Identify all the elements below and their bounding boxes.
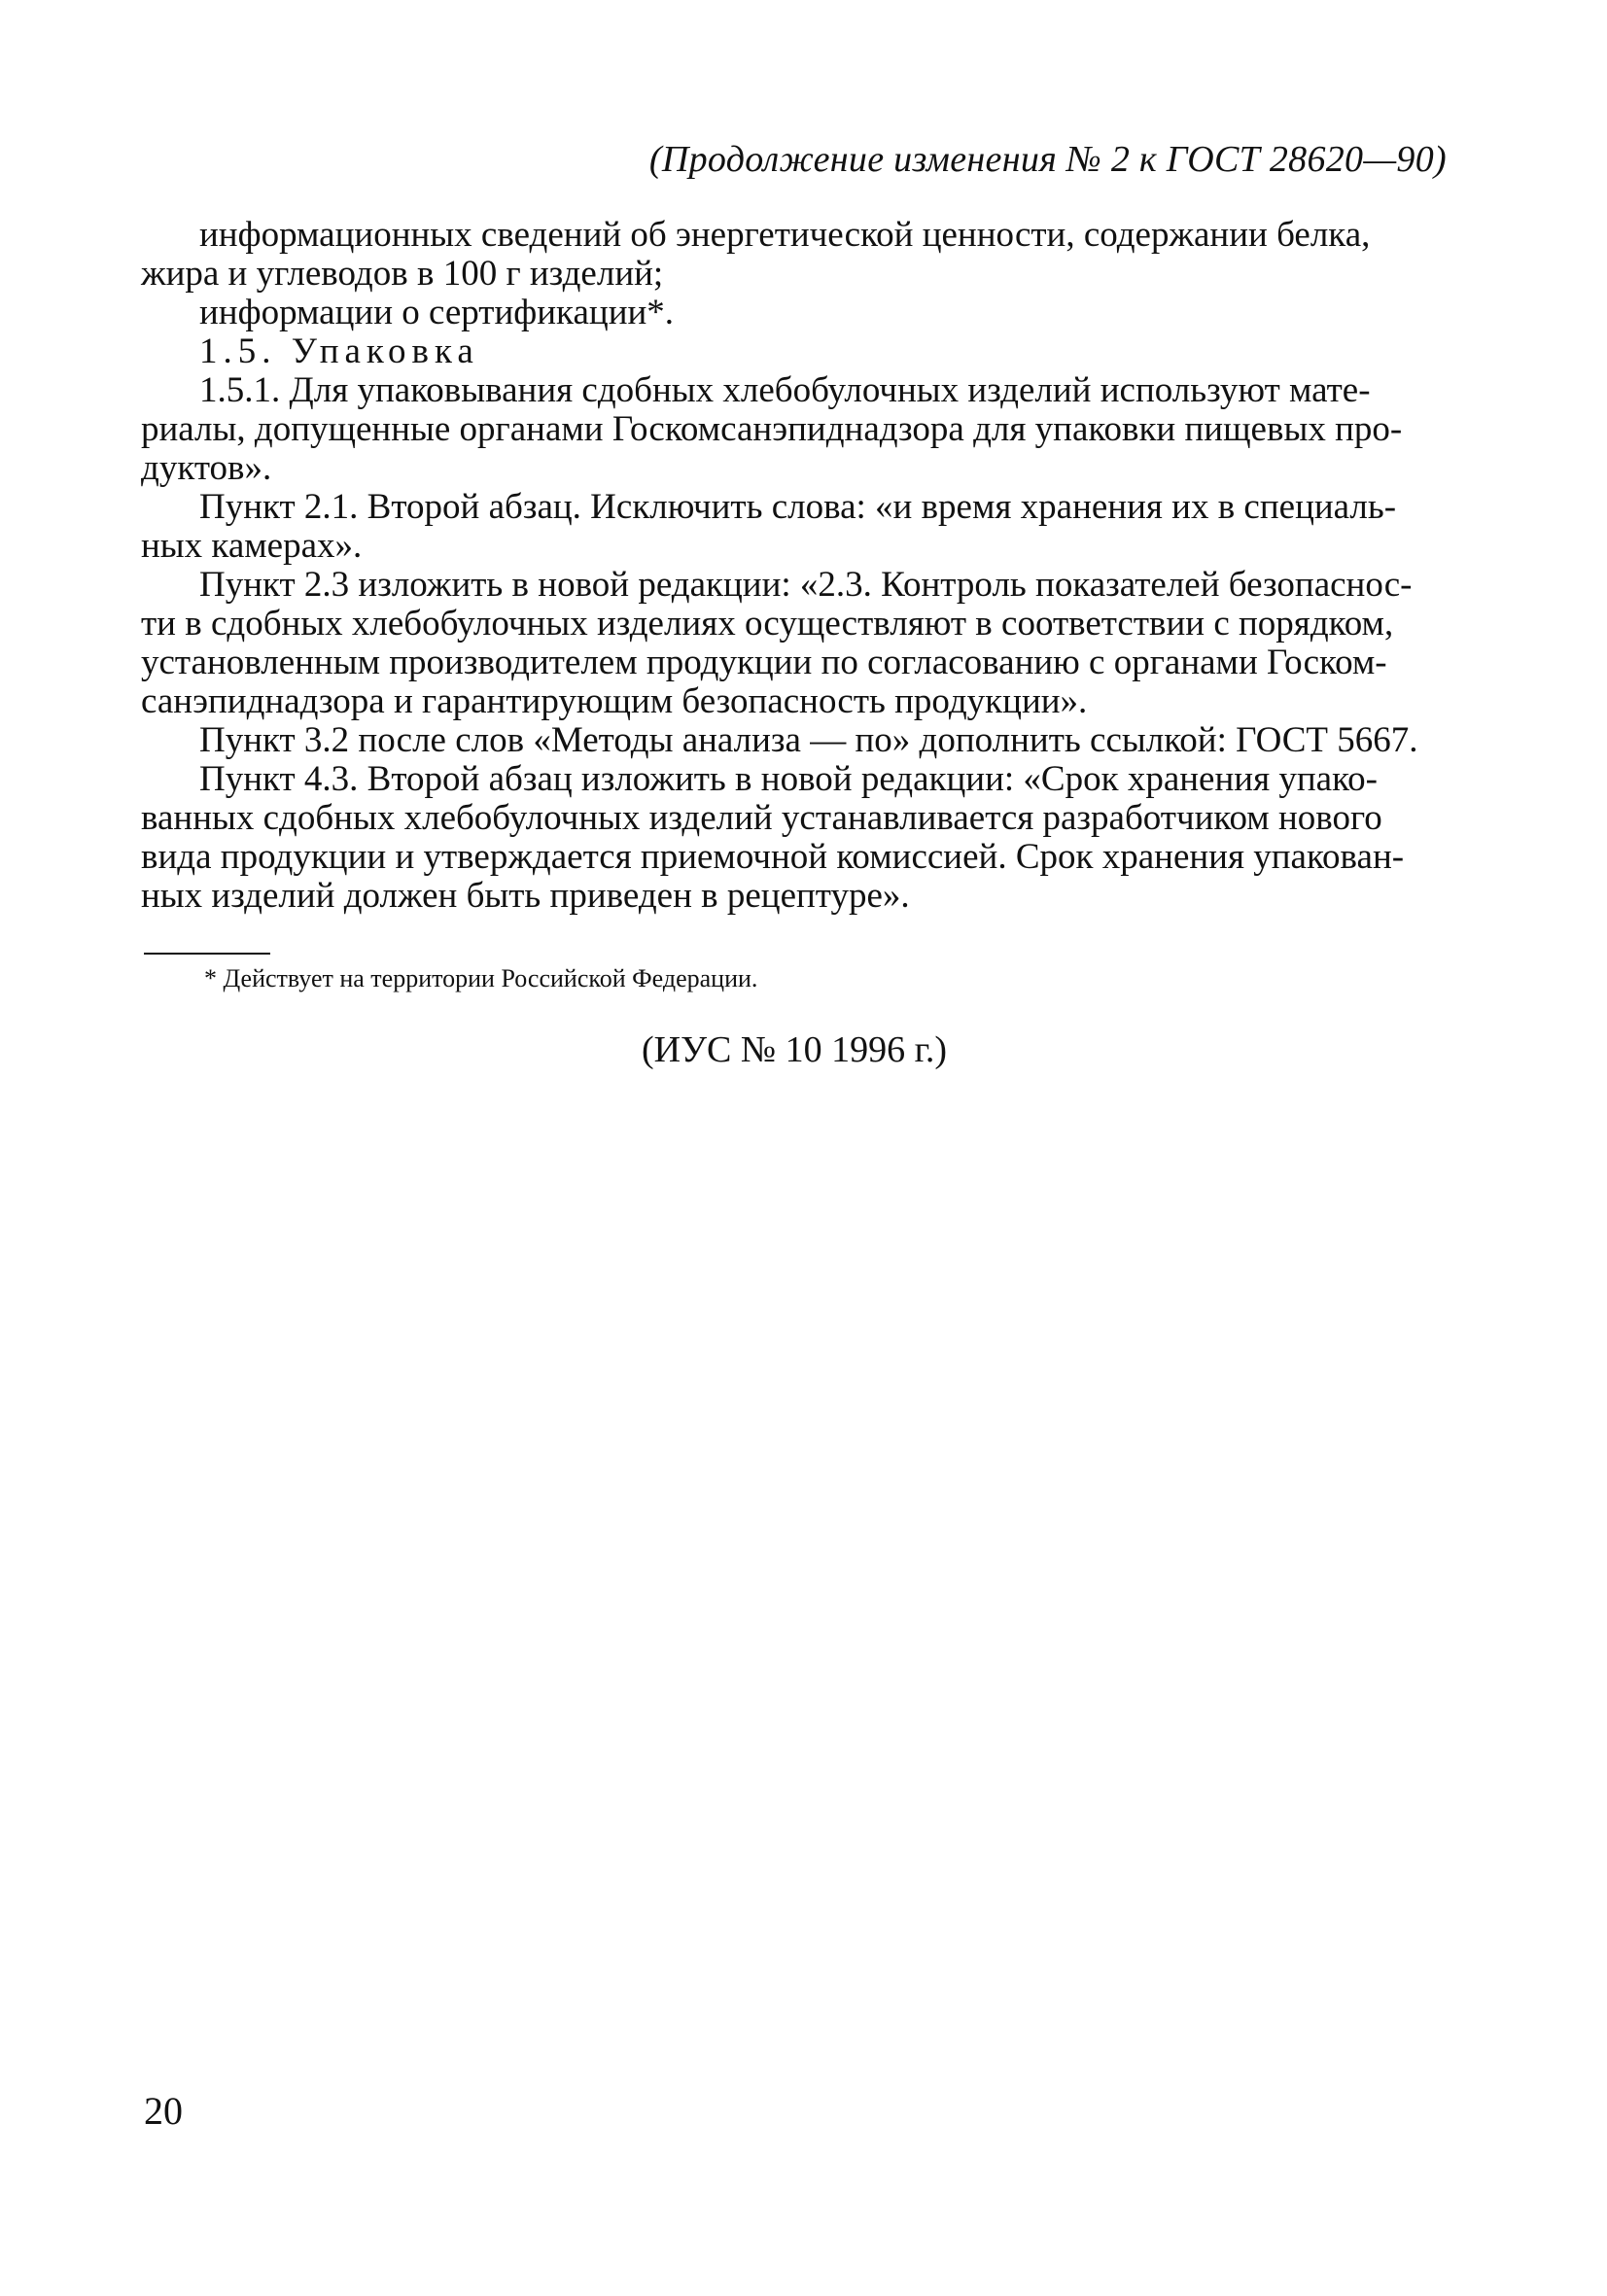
- text-line-18: ных изделий должен быть приведен в рецептуре».: [141, 876, 910, 916]
- footnote: * Действует на территории Российской Федерации.: [204, 964, 758, 992]
- footnote-divider: [144, 953, 270, 955]
- text-line-5: 1.5.1. Для упаковывания сдобных хлебобулочных изделий используют мате-: [199, 370, 1371, 410]
- source-reference: (ИУС № 10 1996 г.): [642, 1029, 948, 1070]
- text-line-2: жира и углеводов в 100 г изделий;: [141, 254, 664, 294]
- continuation-header: (Продолжение изменения № 2 к ГОСТ 28620—90): [648, 139, 1447, 180]
- text-line-13: санэпиднадзора и гарантирующим безопасность продукции».: [141, 681, 1088, 721]
- text-line-16: ванных сдобных хлебобулочных изделий устанавливается разработчиком нового: [141, 798, 1382, 838]
- section-heading-packaging: 1.5. Упаковка: [199, 331, 479, 371]
- text-line-10: Пункт 2.3 изложить в новой редакции: «2.3. Контроль показателей безопаснос-: [199, 565, 1413, 605]
- text-line-11: ти в сдобных хлебобулочных изделиях осуществляют в соответствии с порядком,: [141, 604, 1394, 644]
- text-line-1: информационных сведений об энергетической ценности, содержании белка,: [199, 215, 1371, 255]
- text-line-6: риалы, допущенные органами Госкомсанэпиднадзора для упаковки пищевых про-: [141, 409, 1403, 449]
- text-line-12: установленным производителем продукции по согласованию с органами Госком-: [141, 643, 1387, 682]
- text-line-3: информации о сертификации*.: [199, 293, 675, 332]
- text-line-9: ных камерах».: [141, 526, 363, 566]
- page-number: 20: [144, 2089, 183, 2133]
- text-line-14: Пункт 3.2 после слов «Методы анализа — по» дополнить ссылкой: ГОСТ 5667.: [199, 720, 1418, 760]
- text-line-7: дуктов».: [141, 448, 272, 488]
- body-text: [141, 215, 1449, 916]
- text-line-17: вида продукции и утверждается приемочной комиссией. Срок хранения упакован-: [141, 837, 1405, 877]
- text-line-8: Пункт 2.1. Второй абзац. Исключить слова: «и время хранения их в специаль-: [199, 487, 1397, 527]
- text-line-15: Пункт 4.3. Второй абзац изложить в новой редакции: «Срок хранения упако-: [199, 759, 1378, 799]
